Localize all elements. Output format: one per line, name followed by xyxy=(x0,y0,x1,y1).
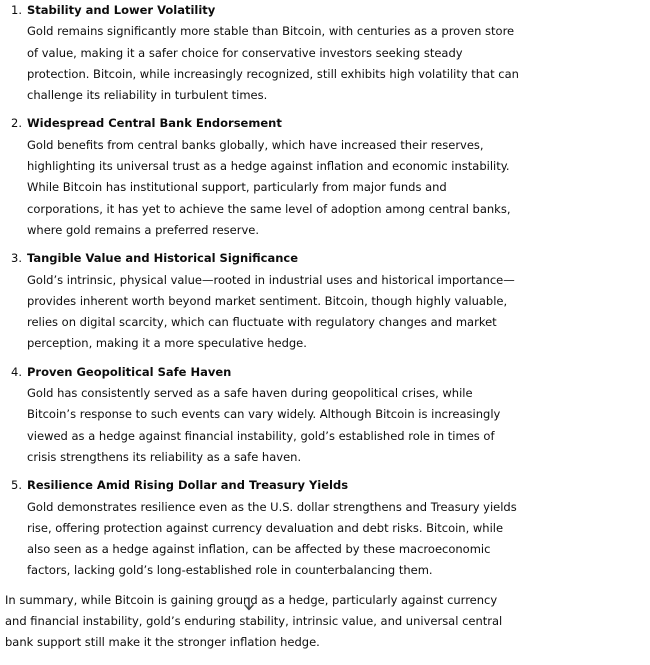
list-item-number: 2. xyxy=(11,116,22,131)
summary-paragraph: In summary, while Bitcoin is gaining ground as a hedge, particularly against currency and financial instability, gold’s enduring stability, intrinsic value, and universal central bank support still make it the stronger inflation hedge. xyxy=(5,592,503,650)
list-item-number: 5. xyxy=(11,478,22,493)
list-item-heading: Widespread Central Bank Endorsement xyxy=(27,116,282,131)
list-item-heading: Proven Geopolitical Safe Haven xyxy=(27,364,232,379)
arrow-down-icon xyxy=(243,597,255,611)
list-item xyxy=(0,475,650,581)
list-item-heading: Stability and Lower Volatility xyxy=(27,3,216,17)
scroll-to-bottom-button[interactable] xyxy=(240,596,258,612)
list-item-text: Gold benefits from central banks globally, which have increased their reserves, highlighting its universal trust as a hedge against inflation and economic instability. While Bitcoin has institutional support, particularly from major funds and corporations, it has yet to achieve the same level of adoption among central banks, where gold remains a preferred reserve. xyxy=(27,137,511,237)
list-item-heading: Resilience Amid Rising Dollar and Treasury Yields xyxy=(27,478,349,493)
list-item-text: Gold has consistently served as a safe haven during geopolitical crises, while Bitcoin’s response to such events can vary widely. Although Bitcoin is increasingly viewed as a hedge against financial instability, gold’s established role in times of crisis strengthens its reliability as a safe haven. xyxy=(27,386,501,464)
list-item-text: Gold’s intrinsic, physical value—rooted in industrial uses and historical importance—provides inherent worth beyond market sentiment. Bitcoin, though highly valuable, relies on digital scarcity, which can fluctuate with regulatory changes and market perception, making it a more speculative hedge. xyxy=(27,272,515,351)
list-item-number: 3. xyxy=(11,251,22,266)
list-item xyxy=(0,248,650,354)
list-item-text: Gold demonstrates resilience even as the U.S. dollar strengthens and Treasury yields rise, offering protection against currency devaluation and debt risks. Bitcoin, while also seen as a hedge against inflation, can be affected by these macroeconomic factors, lacking gold’s long-established role in counterbalancing them. xyxy=(27,499,517,578)
list-item-heading: Tangible Value and Historical Significance xyxy=(27,251,299,266)
list-item-text: Gold remains significantly more stable than Bitcoin, with centuries as a proven store of value, making it a safer choice for conservative investors seeking steady protection. Bitcoin, while increasingly recognized, still exhibits high volatility that can challenge its reliability in turbulent times. xyxy=(27,24,519,103)
list-item-number: 1. xyxy=(11,3,22,17)
list-item xyxy=(0,113,650,241)
list-item-number: 4. xyxy=(11,364,22,379)
list-item xyxy=(0,362,650,468)
list-item xyxy=(0,0,650,106)
